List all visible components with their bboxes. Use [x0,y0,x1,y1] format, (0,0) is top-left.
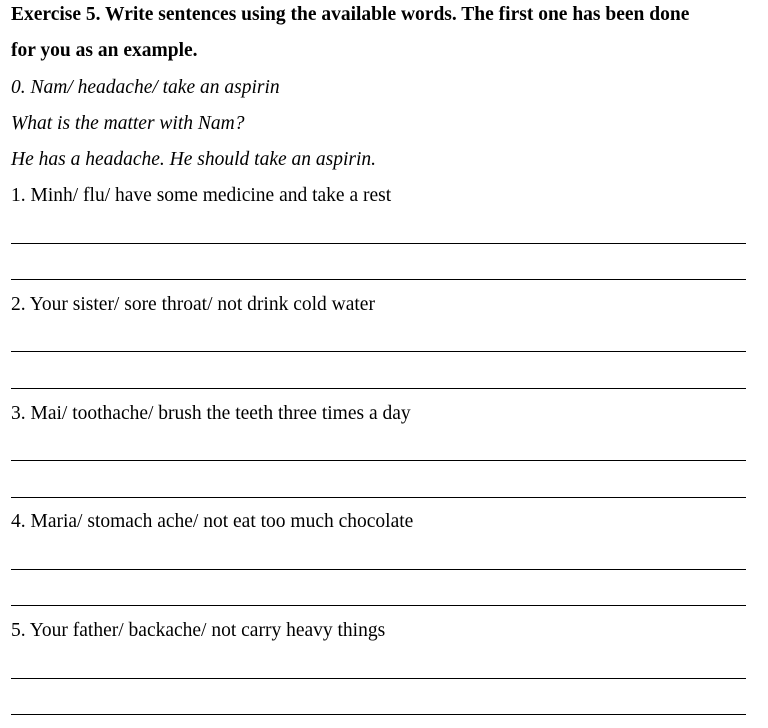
item-2-answer-line-2[interactable] [11,388,746,389]
exercise-title: Exercise 5. Write sentences using the available words. The first one has been done [11,4,690,25]
item-4-answer-line-2[interactable] [11,605,746,606]
item-5-answer-line-1[interactable] [11,678,746,679]
example-prompt: 0. Nam/ headache/ take an aspirin [11,77,280,98]
item-3-answer-line-1[interactable] [11,460,746,461]
item-1-answer-line-2[interactable] [11,279,746,280]
item-1-answer-line-1[interactable] [11,243,746,244]
example-question: What is the matter with Nam? [11,113,245,134]
item-5-answer-line-2[interactable] [11,714,746,715]
item-4-answer-line-1[interactable] [11,569,746,570]
item-2-answer-line-1[interactable] [11,351,746,352]
item-4-prompt: 4. Maria/ stomach ache/ not eat too much chocolate [11,511,414,532]
exercise-title-continuation: for you as an example. [11,40,198,61]
item-3-prompt: 3. Mai/ toothache/ brush the teeth three times a day [11,403,411,424]
example-answer: He has a headache. He should take an aspirin. [11,149,377,170]
item-2-prompt: 2. Your sister/ sore throat/ not drink cold water [11,294,375,315]
item-3-answer-line-2[interactable] [11,497,746,498]
item-5-prompt: 5. Your father/ backache/ not carry heavy things [11,620,386,641]
item-1-prompt: 1. Minh/ flu/ have some medicine and take a rest [11,185,392,206]
